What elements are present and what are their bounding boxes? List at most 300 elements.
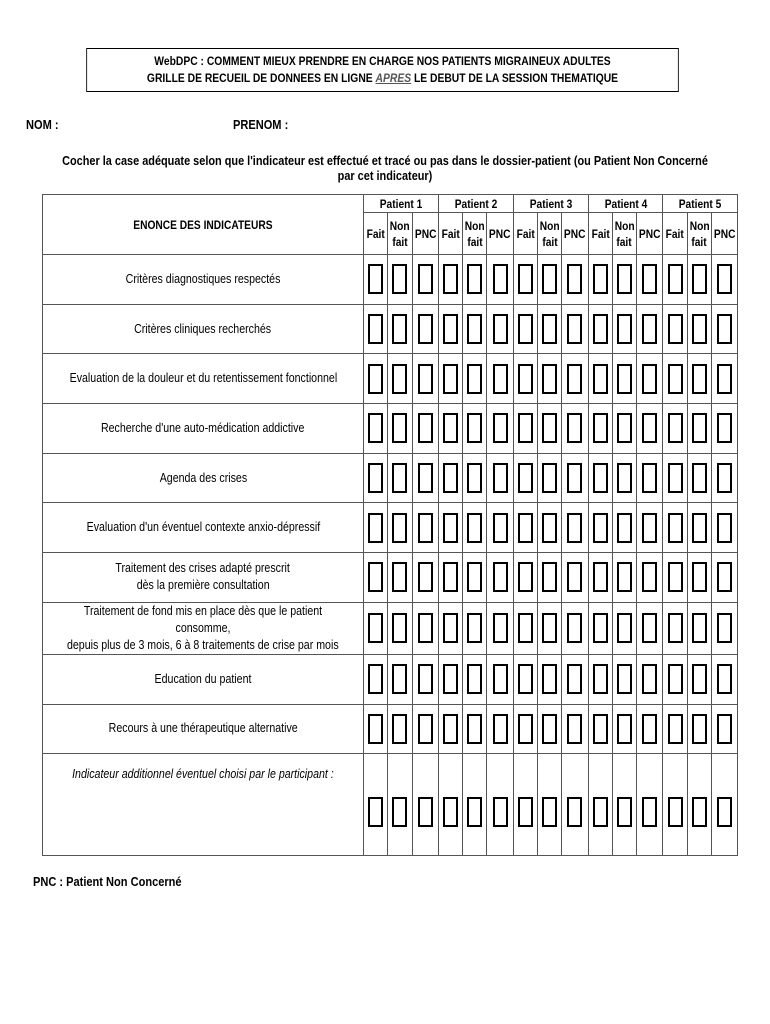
checkbox-r8-p2-non-fait[interactable] <box>467 613 482 643</box>
checkbox-r5-p4-pnc[interactable] <box>642 463 657 493</box>
subcol-fait-label: Fait <box>438 213 462 255</box>
checkbox-cell <box>612 553 636 603</box>
checkbox-r6-p2-fait[interactable] <box>443 513 458 543</box>
checkbox-r7-p3-fait[interactable] <box>518 562 533 592</box>
checkbox-r10-p5-pnc[interactable] <box>717 714 732 744</box>
checkbox-r7-p4-fait[interactable] <box>593 562 608 592</box>
checkbox-cell <box>364 754 388 856</box>
table-row <box>43 503 738 553</box>
checkbox-r7-p4-non-fait[interactable] <box>617 562 632 592</box>
checkbox-r1-p4-pnc[interactable] <box>642 264 657 294</box>
checkbox-r5-p5-pnc[interactable] <box>717 463 732 493</box>
checkbox-cell <box>562 654 588 704</box>
indicator-label: Evaluation de la douleur et du retentissement fonctionnel <box>43 354 364 404</box>
checkbox-r2-p1-non-fait[interactable] <box>392 314 407 344</box>
checkbox-r2-p4-pnc[interactable] <box>642 314 657 344</box>
checkbox-cell <box>412 754 438 856</box>
checkbox-cell <box>364 553 388 603</box>
checkbox-cell <box>588 354 612 404</box>
checkbox-r9-p4-non-fait[interactable] <box>617 664 632 694</box>
checkbox-r6-p2-non-fait[interactable] <box>467 513 482 543</box>
checkbox-cell <box>588 654 612 704</box>
indicator-table <box>42 194 738 856</box>
table-row <box>43 654 738 704</box>
checkbox-cell <box>412 255 438 305</box>
checkbox-cell <box>663 404 687 454</box>
checkbox-r11-p4-pnc[interactable] <box>642 797 657 827</box>
checkbox-cell <box>438 404 462 454</box>
subcol-pnc-label: PNC <box>562 213 588 255</box>
checkbox-r8-p1-non-fait[interactable] <box>392 613 407 643</box>
checkbox-r5-p3-fait[interactable] <box>518 463 533 493</box>
subcol-non-fait-label: Non fait <box>463 213 487 255</box>
title-line-2-emphasis: APRES <box>375 71 412 85</box>
checkbox-r3-p3-non-fait[interactable] <box>542 364 557 394</box>
checkbox-cell <box>612 503 636 553</box>
checkbox-cell <box>537 704 561 754</box>
subcol-pnc-label: PNC <box>487 213 513 255</box>
checkbox-r11-p1-non-fait[interactable] <box>392 797 407 827</box>
checkbox-r4-p4-fait[interactable] <box>593 413 608 443</box>
checkbox-cell <box>364 602 388 654</box>
checkbox-r8-p3-fait[interactable] <box>518 613 533 643</box>
checkbox-cell <box>412 354 438 404</box>
checkbox-r6-p5-pnc[interactable] <box>717 513 732 543</box>
checkbox-r3-p5-fait[interactable] <box>668 364 683 394</box>
checkbox-r10-p4-pnc[interactable] <box>642 714 657 744</box>
checkbox-r7-p2-fait[interactable] <box>443 562 458 592</box>
checkbox-r3-p5-non-fait[interactable] <box>692 364 707 394</box>
checkbox-r11-p4-fait[interactable] <box>593 797 608 827</box>
checkbox-r4-p1-pnc[interactable] <box>418 413 433 443</box>
checkbox-r6-p1-non-fait[interactable] <box>392 513 407 543</box>
checkbox-r7-p3-pnc[interactable] <box>567 562 582 592</box>
checkbox-r3-p5-pnc[interactable] <box>717 364 732 394</box>
checkbox-r9-p1-non-fait[interactable] <box>392 664 407 694</box>
checkbox-cell <box>388 255 412 305</box>
checkbox-r9-p3-non-fait[interactable] <box>542 664 557 694</box>
checkbox-r2-p5-non-fait[interactable] <box>692 314 707 344</box>
patient-header-5: Patient 5 <box>663 195 738 213</box>
checkbox-r11-p5-pnc[interactable] <box>717 797 732 827</box>
checkbox-r9-p5-non-fait[interactable] <box>692 664 707 694</box>
checkbox-r5-p1-pnc[interactable] <box>418 463 433 493</box>
checkbox-r10-p4-fait[interactable] <box>593 714 608 744</box>
checkbox-r1-p2-pnc[interactable] <box>493 264 508 294</box>
patient-header-3: Patient 3 <box>513 195 588 213</box>
checkbox-cell <box>412 304 438 354</box>
checkbox-r9-p2-pnc[interactable] <box>493 664 508 694</box>
checkbox-cell <box>612 754 636 856</box>
checkbox-r2-p3-fait[interactable] <box>518 314 533 344</box>
subcol-non-fait-label: Non fait <box>687 213 711 255</box>
checkbox-r4-p2-pnc[interactable] <box>493 413 508 443</box>
checkbox-cell <box>711 503 737 553</box>
indicator-label: Critères diagnostiques respectés <box>43 255 364 305</box>
checkbox-r4-p5-non-fait[interactable] <box>692 413 707 443</box>
checkbox-r11-p2-fait[interactable] <box>443 797 458 827</box>
checkbox-cell <box>487 453 513 503</box>
checkbox-r10-p2-pnc[interactable] <box>493 714 508 744</box>
checkbox-r7-p2-non-fait[interactable] <box>467 562 482 592</box>
checkbox-cell <box>663 304 687 354</box>
checkbox-r4-p2-fait[interactable] <box>443 413 458 443</box>
checkbox-r2-p2-non-fait[interactable] <box>467 314 482 344</box>
checkbox-r8-p1-pnc[interactable] <box>418 613 433 643</box>
checkbox-cell <box>487 704 513 754</box>
checkbox-cell <box>687 354 711 404</box>
table-row <box>43 354 738 404</box>
checkbox-r9-p2-non-fait[interactable] <box>467 664 482 694</box>
checkbox-r2-p5-pnc[interactable] <box>717 314 732 344</box>
checkbox-r3-p2-pnc[interactable] <box>493 364 508 394</box>
checkbox-r8-p2-fait[interactable] <box>443 613 458 643</box>
checkbox-r11-p1-fait[interactable] <box>368 797 383 827</box>
checkbox-cell <box>588 602 612 654</box>
checkbox-r11-p3-fait[interactable] <box>518 797 533 827</box>
table-row <box>43 404 738 454</box>
checkbox-cell <box>438 704 462 754</box>
checkbox-r11-p2-non-fait[interactable] <box>467 797 482 827</box>
table-row <box>43 704 738 754</box>
checkbox-r4-p2-non-fait[interactable] <box>467 413 482 443</box>
patient-header-4: Patient 4 <box>588 195 663 213</box>
checkbox-r8-p3-pnc[interactable] <box>567 613 582 643</box>
checkbox-cell <box>487 304 513 354</box>
checkbox-cell <box>711 602 737 654</box>
checkbox-r9-p5-fait[interactable] <box>668 664 683 694</box>
checkbox-cell <box>711 754 737 856</box>
checkbox-r5-p3-pnc[interactable] <box>567 463 582 493</box>
checkbox-r4-p4-pnc[interactable] <box>642 413 657 443</box>
checkbox-r8-p2-pnc[interactable] <box>493 613 508 643</box>
checkbox-r5-p5-non-fait[interactable] <box>692 463 707 493</box>
checkbox-cell <box>637 503 663 553</box>
checkbox-r9-p4-pnc[interactable] <box>642 664 657 694</box>
checkbox-r3-p1-non-fait[interactable] <box>392 364 407 394</box>
indicator-label: Education du patient <box>43 654 364 704</box>
checkbox-r9-p2-fait[interactable] <box>443 664 458 694</box>
subcol-fait-label: Fait <box>588 213 612 255</box>
checkbox-r1-p1-pnc[interactable] <box>418 264 433 294</box>
checkbox-cell <box>513 354 537 404</box>
checkbox-cell <box>711 354 737 404</box>
checkbox-r3-p4-fait[interactable] <box>593 364 608 394</box>
checkbox-cell <box>388 404 412 454</box>
checkbox-r4-p1-fait[interactable] <box>368 413 383 443</box>
checkbox-cell <box>687 654 711 704</box>
checkbox-cell <box>588 754 612 856</box>
title-line-1: WebDPC : COMMENT MIEUX PRENDRE EN CHARGE NOS PATIENTS MIGRAINEUX ADULTES <box>154 54 611 68</box>
checkbox-cell <box>463 503 487 553</box>
checkbox-cell <box>562 503 588 553</box>
checkbox-cell <box>438 602 462 654</box>
checkbox-cell <box>537 654 561 704</box>
checkbox-cell <box>463 553 487 603</box>
checkbox-cell <box>412 654 438 704</box>
checkbox-cell <box>612 304 636 354</box>
subcol-fait-label: Fait <box>364 213 388 255</box>
checkbox-cell <box>513 255 537 305</box>
checkbox-r8-p4-pnc[interactable] <box>642 613 657 643</box>
checkbox-cell <box>687 453 711 503</box>
checkbox-r2-p2-fait[interactable] <box>443 314 458 344</box>
checkbox-cell <box>711 404 737 454</box>
checkbox-r4-p3-fait[interactable] <box>518 413 533 443</box>
checkbox-r8-p4-non-fait[interactable] <box>617 613 632 643</box>
checkbox-r4-p4-non-fait[interactable] <box>617 413 632 443</box>
checkbox-r10-p2-non-fait[interactable] <box>467 714 482 744</box>
checkbox-r3-p3-pnc[interactable] <box>567 364 582 394</box>
checkbox-r6-p4-fait[interactable] <box>593 513 608 543</box>
checkbox-cell <box>513 553 537 603</box>
checkbox-r7-p3-non-fait[interactable] <box>542 562 557 592</box>
checkbox-r9-p3-fait[interactable] <box>518 664 533 694</box>
checkbox-r4-p5-pnc[interactable] <box>717 413 732 443</box>
title-line-2-end: LE DEBUT DE LA SESSION THEMATIQUE <box>411 71 619 85</box>
checkbox-cell <box>612 654 636 704</box>
checkbox-r11-p5-non-fait[interactable] <box>692 797 707 827</box>
checkbox-r10-p3-non-fait[interactable] <box>542 714 557 744</box>
checkbox-r7-p5-fait[interactable] <box>668 562 683 592</box>
checkbox-r10-p2-fait[interactable] <box>443 714 458 744</box>
checkbox-r8-p5-non-fait[interactable] <box>692 613 707 643</box>
checkbox-cell <box>663 704 687 754</box>
checkbox-r6-p5-non-fait[interactable] <box>692 513 707 543</box>
checkbox-cell <box>364 704 388 754</box>
checkbox-r10-p3-pnc[interactable] <box>567 714 582 744</box>
checkbox-r11-p1-pnc[interactable] <box>418 797 433 827</box>
checkbox-cell <box>588 255 612 305</box>
checkbox-cell <box>687 304 711 354</box>
checkbox-r6-p5-fait[interactable] <box>668 513 683 543</box>
checkbox-cell <box>487 654 513 704</box>
checkbox-r8-p1-fait[interactable] <box>368 613 383 643</box>
checkbox-cell <box>637 255 663 305</box>
checkbox-cell <box>513 602 537 654</box>
checkbox-cell <box>364 453 388 503</box>
checkbox-cell <box>412 553 438 603</box>
checkbox-r8-p5-fait[interactable] <box>668 613 683 643</box>
checkbox-cell <box>388 304 412 354</box>
checkbox-r9-p1-pnc[interactable] <box>418 664 433 694</box>
checkbox-r2-p1-pnc[interactable] <box>418 314 433 344</box>
checkbox-r1-p2-fait[interactable] <box>443 264 458 294</box>
checkbox-r6-p1-pnc[interactable] <box>418 513 433 543</box>
checkbox-cell <box>463 704 487 754</box>
checkbox-cell <box>513 453 537 503</box>
checkbox-r6-p3-fait[interactable] <box>518 513 533 543</box>
checkbox-r9-p5-pnc[interactable] <box>717 664 732 694</box>
checkbox-r5-p5-fait[interactable] <box>668 463 683 493</box>
checkbox-r9-p3-pnc[interactable] <box>567 664 582 694</box>
checkbox-r5-p2-fait[interactable] <box>443 463 458 493</box>
checkbox-r3-p4-pnc[interactable] <box>642 364 657 394</box>
checkbox-r2-p3-non-fait[interactable] <box>542 314 557 344</box>
checkbox-cell <box>513 654 537 704</box>
checkbox-cell <box>711 255 737 305</box>
checkbox-r3-p2-fait[interactable] <box>443 364 458 394</box>
checkbox-r7-p5-pnc[interactable] <box>717 562 732 592</box>
checkbox-cell <box>663 754 687 856</box>
checkbox-r5-p1-non-fait[interactable] <box>392 463 407 493</box>
checkbox-r3-p2-non-fait[interactable] <box>467 364 482 394</box>
indicator-label: Critères cliniques recherchés <box>43 304 364 354</box>
checkbox-r11-p2-pnc[interactable] <box>493 797 508 827</box>
checkbox-r3-p1-fait[interactable] <box>368 364 383 394</box>
checkbox-r10-p1-fait[interactable] <box>368 714 383 744</box>
checkbox-r11-p5-fait[interactable] <box>668 797 683 827</box>
checkbox-r6-p1-fait[interactable] <box>368 513 383 543</box>
checkbox-r2-p5-fait[interactable] <box>668 314 683 344</box>
table-row <box>43 304 738 354</box>
checkbox-r11-p4-non-fait[interactable] <box>617 797 632 827</box>
checkbox-cell <box>588 553 612 603</box>
checkbox-r8-p5-pnc[interactable] <box>717 613 732 643</box>
checkbox-cell <box>687 704 711 754</box>
checkbox-r1-p4-fait[interactable] <box>593 264 608 294</box>
table-row <box>43 553 738 603</box>
checkbox-r6-p3-pnc[interactable] <box>567 513 582 543</box>
checkbox-cell <box>612 453 636 503</box>
checkbox-cell <box>588 404 612 454</box>
checkbox-cell <box>388 503 412 553</box>
checkbox-r9-p4-fait[interactable] <box>593 664 608 694</box>
checkbox-r10-p3-fait[interactable] <box>518 714 533 744</box>
instruction-text: Cocher la case adéquate selon que l'indicateur est effectué et tracé ou pas dans le dossier-patient (ou Patient Non Concerné par cet indicateur) <box>62 153 708 183</box>
checkbox-r5-p3-non-fait[interactable] <box>542 463 557 493</box>
checkbox-cell <box>487 553 513 603</box>
checkbox-cell <box>663 654 687 704</box>
checkbox-r1-p2-non-fait[interactable] <box>467 264 482 294</box>
checkbox-r5-p2-non-fait[interactable] <box>467 463 482 493</box>
checkbox-r7-p2-pnc[interactable] <box>493 562 508 592</box>
checkbox-r7-p1-pnc[interactable] <box>418 562 433 592</box>
checkbox-r11-p3-pnc[interactable] <box>567 797 582 827</box>
table-header-patients <box>43 195 738 213</box>
subcol-pnc-label: PNC <box>412 213 438 255</box>
checkbox-r3-p1-pnc[interactable] <box>418 364 433 394</box>
checkbox-r7-p5-non-fait[interactable] <box>692 562 707 592</box>
checkbox-r6-p4-non-fait[interactable] <box>617 513 632 543</box>
checkbox-cell <box>463 654 487 704</box>
patient-header-2: Patient 2 <box>438 195 513 213</box>
checkbox-r10-p1-pnc[interactable] <box>418 714 433 744</box>
checkbox-r6-p3-non-fait[interactable] <box>542 513 557 543</box>
checkbox-r1-p5-pnc[interactable] <box>717 264 732 294</box>
checkbox-r10-p5-fait[interactable] <box>668 714 683 744</box>
checkbox-cell <box>588 304 612 354</box>
checkbox-cell <box>513 503 537 553</box>
indicator-label: Recherche d'une auto-médication addictive <box>43 404 364 454</box>
checkbox-cell <box>687 553 711 603</box>
checkbox-cell <box>637 553 663 603</box>
title-line-2 <box>87 70 678 87</box>
checkbox-r4-p5-fait[interactable] <box>668 413 683 443</box>
checkbox-cell <box>588 704 612 754</box>
checkbox-cell <box>438 654 462 704</box>
checkbox-cell <box>562 453 588 503</box>
checkbox-r5-p1-fait[interactable] <box>368 463 383 493</box>
checkbox-r1-p3-pnc[interactable] <box>567 264 582 294</box>
checkbox-r6-p2-pnc[interactable] <box>493 513 508 543</box>
checkbox-r1-p3-fait[interactable] <box>518 264 533 294</box>
checkbox-r10-p1-non-fait[interactable] <box>392 714 407 744</box>
checkbox-r1-p1-fait[interactable] <box>368 264 383 294</box>
checkbox-r10-p5-non-fait[interactable] <box>692 714 707 744</box>
checkbox-r2-p4-fait[interactable] <box>593 314 608 344</box>
indicator-label: Evaluation d'un éventuel contexte anxio-dépressif <box>43 503 364 553</box>
checkbox-cell <box>438 503 462 553</box>
checkbox-r2-p4-non-fait[interactable] <box>617 314 632 344</box>
checkbox-r7-p1-non-fait[interactable] <box>392 562 407 592</box>
checkbox-cell <box>537 354 561 404</box>
checkbox-r1-p3-non-fait[interactable] <box>542 264 557 294</box>
checkbox-cell <box>513 404 537 454</box>
checkbox-r2-p3-pnc[interactable] <box>567 314 582 344</box>
checkbox-r9-p1-fait[interactable] <box>368 664 383 694</box>
checkbox-cell <box>637 602 663 654</box>
checkbox-cell <box>463 404 487 454</box>
checkbox-r2-p1-fait[interactable] <box>368 314 383 344</box>
checkbox-r10-p4-non-fait[interactable] <box>617 714 632 744</box>
checkbox-r5-p2-pnc[interactable] <box>493 463 508 493</box>
table-row <box>43 255 738 305</box>
checkbox-r1-p5-non-fait[interactable] <box>692 264 707 294</box>
checkbox-r7-p4-pnc[interactable] <box>642 562 657 592</box>
checkbox-r1-p1-non-fait[interactable] <box>392 264 407 294</box>
checkbox-cell <box>612 602 636 654</box>
checkbox-cell <box>388 754 412 856</box>
indicators-header: ENONCE DES INDICATEURS <box>43 195 364 255</box>
checkbox-cell <box>438 754 462 856</box>
checkbox-r4-p1-non-fait[interactable] <box>392 413 407 443</box>
checkbox-r4-p3-pnc[interactable] <box>567 413 582 443</box>
checkbox-r8-p4-fait[interactable] <box>593 613 608 643</box>
checkbox-cell <box>663 255 687 305</box>
checkbox-r1-p5-fait[interactable] <box>668 264 683 294</box>
checkbox-r1-p4-non-fait[interactable] <box>617 264 632 294</box>
checkbox-r5-p4-non-fait[interactable] <box>617 463 632 493</box>
checkbox-r2-p2-pnc[interactable] <box>493 314 508 344</box>
checkbox-r3-p4-non-fait[interactable] <box>617 364 632 394</box>
checkbox-cell <box>687 602 711 654</box>
checkbox-cell <box>711 453 737 503</box>
checkbox-cell <box>463 354 487 404</box>
checkbox-cell <box>637 304 663 354</box>
checkbox-cell <box>463 754 487 856</box>
checkbox-cell <box>412 453 438 503</box>
checkbox-r7-p1-fait[interactable] <box>368 562 383 592</box>
checkbox-cell <box>537 453 561 503</box>
checkbox-cell <box>687 404 711 454</box>
checkbox-cell <box>687 754 711 856</box>
checkbox-r5-p4-fait[interactable] <box>593 463 608 493</box>
checkbox-r3-p3-fait[interactable] <box>518 364 533 394</box>
checkbox-cell <box>537 404 561 454</box>
checkbox-cell <box>438 304 462 354</box>
checkbox-cell <box>637 754 663 856</box>
checkbox-r4-p3-non-fait[interactable] <box>542 413 557 443</box>
checkbox-r11-p3-non-fait[interactable] <box>542 797 557 827</box>
checkbox-r8-p3-non-fait[interactable] <box>542 613 557 643</box>
checkbox-cell <box>388 654 412 704</box>
checkbox-cell <box>487 602 513 654</box>
subcol-fait-label: Fait <box>513 213 537 255</box>
table-row-additional <box>43 754 738 856</box>
checkbox-cell <box>637 354 663 404</box>
checkbox-r6-p4-pnc[interactable] <box>642 513 657 543</box>
